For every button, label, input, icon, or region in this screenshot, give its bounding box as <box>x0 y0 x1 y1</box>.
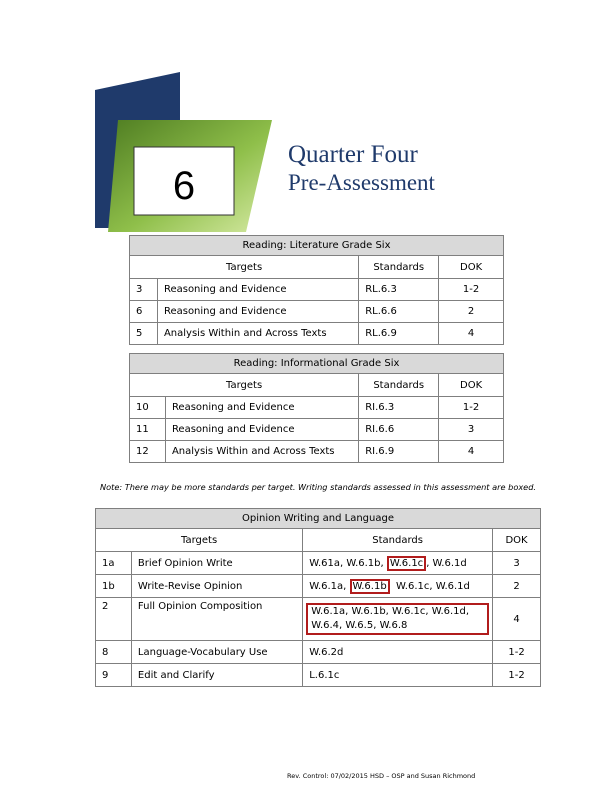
table-row <box>96 664 541 687</box>
grade-number: 6 <box>172 164 196 208</box>
target-number: 5 <box>130 323 158 345</box>
table-row <box>130 323 504 345</box>
target-name: Analysis Within and Across Texts <box>165 441 358 463</box>
target-number: 12 <box>130 441 166 463</box>
table-row <box>130 279 504 301</box>
dok-value: 3 <box>493 552 541 575</box>
standard <box>303 575 493 598</box>
standard-line: W.6.1a, W.6.1b, W.6.1c, W.6.1d, <box>311 606 470 617</box>
target-name: Language-Vocabulary Use <box>131 641 302 664</box>
table-row <box>96 575 541 598</box>
boxed-standard: W.6.1c <box>387 556 426 571</box>
standard: RL.6.6 <box>359 301 439 323</box>
target-number: 8 <box>96 641 132 664</box>
boxed-standard: W.6.1b <box>350 579 390 594</box>
literature-table <box>129 235 504 345</box>
target-number: 1b <box>96 575 132 598</box>
revision-footer: Rev. Control: 07/02/2015 HSD – OSP and Susan Richmond <box>287 772 476 780</box>
col-dok: DOK <box>439 256 504 279</box>
col-standards: Standards <box>303 529 493 552</box>
target-name: Edit and Clarify <box>131 664 302 687</box>
table-row <box>96 641 541 664</box>
table-row <box>130 397 504 419</box>
target-number: 2 <box>96 598 132 641</box>
table-heading: Reading: Informational Grade Six <box>130 354 504 374</box>
title-assessment: Pre-Assessment <box>288 170 435 195</box>
note-text: Note: There may be more standards per target. Writing standards assessed in this assessment are boxed. <box>100 482 537 492</box>
target-name: Brief Opinion Write <box>131 552 302 575</box>
col-targets: Targets <box>96 529 303 552</box>
standard <box>303 552 493 575</box>
col-standards: Standards <box>359 374 439 397</box>
col-dok: DOK <box>439 374 504 397</box>
dok-value: 4 <box>439 323 504 345</box>
page-title <box>288 140 435 196</box>
standard: RL.6.3 <box>359 279 439 301</box>
col-targets: Targets <box>130 256 359 279</box>
dok-value: 1-2 <box>493 664 541 687</box>
standard: RL.6.9 <box>359 323 439 345</box>
standard: RI.6.3 <box>359 397 439 419</box>
table-row <box>130 441 504 463</box>
target-number: 10 <box>130 397 166 419</box>
standard: RI.6.9 <box>359 441 439 463</box>
standard-text: W.6.1a, <box>309 580 350 592</box>
standard: L.6.1c <box>303 664 493 687</box>
col-standards: Standards <box>359 256 439 279</box>
target-name: Reasoning and Evidence <box>157 279 358 301</box>
table-heading: Reading: Literature Grade Six <box>130 236 504 256</box>
standard-text: W.61a, W.6.1b, <box>309 557 387 569</box>
grade-banner <box>0 0 612 240</box>
standard <box>303 598 493 641</box>
target-number: 11 <box>130 419 166 441</box>
informational-table <box>129 353 504 463</box>
table-heading: Opinion Writing and Language <box>96 509 541 529</box>
dok-value: 4 <box>439 441 504 463</box>
dok-value: 3 <box>439 419 504 441</box>
target-name: Reasoning and Evidence <box>165 397 358 419</box>
standard-line: W.6.4, W.6.5, W.6.8 <box>311 620 408 631</box>
target-name: Reasoning and Evidence <box>165 419 358 441</box>
title-quarter: Quarter Four <box>288 141 418 168</box>
dok-value: 2 <box>439 301 504 323</box>
opinion-writing-table <box>95 508 541 687</box>
target-name: Full Opinion Composition <box>131 598 302 641</box>
dok-value: 1-2 <box>493 641 541 664</box>
standard-text: W.6.1c, W.6.1d <box>389 580 470 592</box>
target-name: Analysis Within and Across Texts <box>157 323 358 345</box>
dok-value: 2 <box>493 575 541 598</box>
dok-value: 4 <box>493 598 541 641</box>
dok-value: 1-2 <box>439 279 504 301</box>
target-number: 1a <box>96 552 132 575</box>
target-number: 3 <box>130 279 158 301</box>
standard-text: , W.6.1d <box>426 557 467 569</box>
target-name: Write-Revise Opinion <box>131 575 302 598</box>
target-name: Reasoning and Evidence <box>157 301 358 323</box>
boxed-standard-group <box>306 603 489 635</box>
col-targets: Targets <box>130 374 359 397</box>
table-row <box>130 301 504 323</box>
col-dok: DOK <box>493 529 541 552</box>
standard: W.6.2d <box>303 641 493 664</box>
target-number: 9 <box>96 664 132 687</box>
dok-value: 1-2 <box>439 397 504 419</box>
table-row <box>130 419 504 441</box>
table-row <box>96 598 541 641</box>
standard: RI.6.6 <box>359 419 439 441</box>
table-row <box>96 552 541 575</box>
target-number: 6 <box>130 301 158 323</box>
